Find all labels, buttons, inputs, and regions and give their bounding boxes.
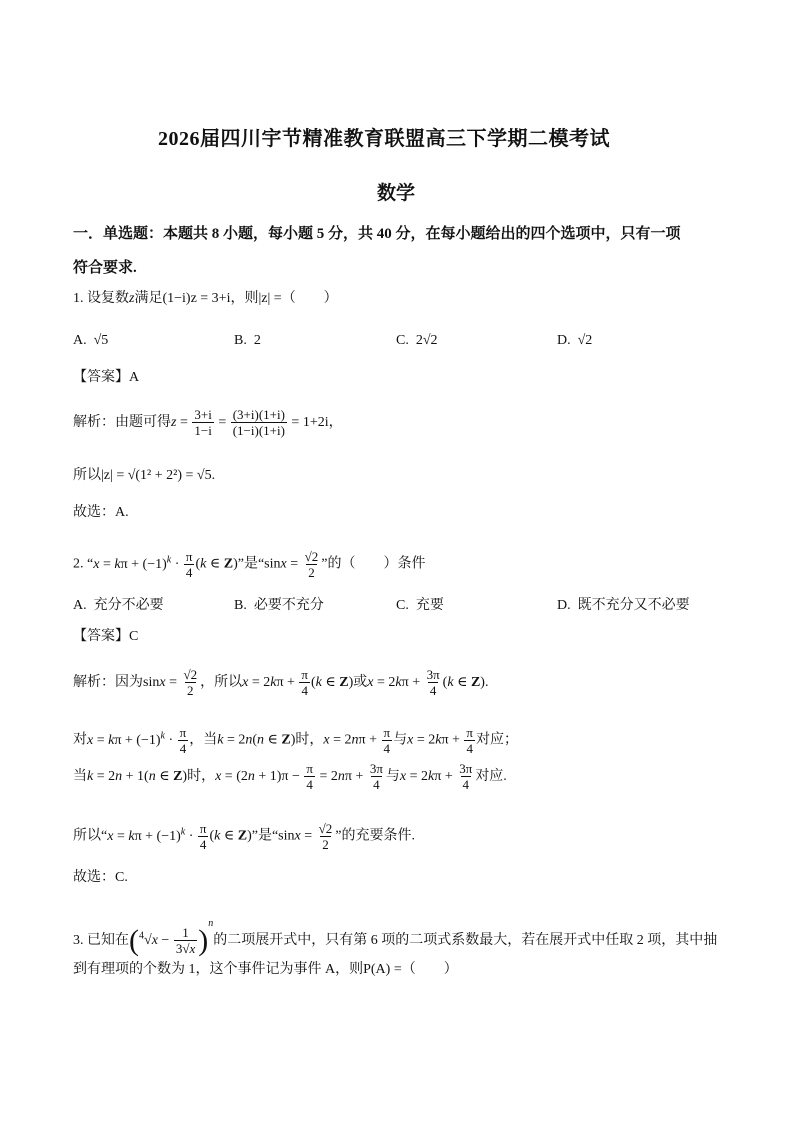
q1-var: z [129,291,135,306]
q1-paren: （ ） [281,291,338,306]
q1-option-d: D. √2 [557,333,593,348]
question-2-stem: 2. “$x = k\pi + (-1)^k$ · $\frac{\pi}{4}$ (k ∈ Z)”是“sinx = $\frac{√2}{2}$ ”的（ ）条件 [73,548,426,580]
q1-so: 所以|z| = √(1² + 2²) = √5. [73,468,216,483]
q1-prefix: 1. 设复数 [73,291,129,306]
q1-equation: (1−i)z = 3+i [162,291,231,306]
q2-option-b: B. 必要不充分 [234,598,324,613]
q2-option-d: D. 既不充分又不必要 [557,598,690,613]
question-3-stem-line2: 到有理项的个数为 1，这个事件记为事件 A，则P(A) =（ ） [73,962,458,977]
q2-solution-2: 对$x = k\pi + (-1)^k$ · $\frac{\pi}{4}$ ，当k = 2n(n ∈ Z)时，x = 2nπ + $\frac{\pi}{4}$ 与x = 2kπ + $\frac{\pi}{4}$ 对应； [73,724,518,756]
section-heading-line2: 符合要求. [73,260,137,276]
q2-solution-4: 所以“$x = k\pi + (-1)^k$ · $\frac{\pi}{4}$ (k ∈ Z)”是“sinx = $\frac{√2}{2}$ ”的充要条件. [73,820,415,852]
q2-option-c: C. 充要 [396,598,444,613]
question-1-stem [73,289,338,309]
q2-solution-1: 解析：因为sinx = $\frac{√2}{2}$ ，所以x = 2kπ + $\frac{\pi}{4}$ (k ∈ Z)或x = 2kπ + $\frac{3\pi}{4}$ (k ∈ Z). [73,667,489,699]
q1-option-b: B. 2 [234,333,261,348]
q2-answer: 【答案】C [73,629,139,644]
q2-solution-3: 当k = 2n + 1(n ∈ Z)时，x = (2n + 1)π − $\frac{\pi}{4}$ = 2nπ + $\frac{3\pi}{4}$ 与x = 2kπ + $\frac{3\pi}{4}$ 对应. [73,761,507,793]
q1-frac-1: $\frac{3+i}{1-i}$ [194,407,212,439]
q1-option-a: A. √5 [73,333,109,348]
exam-title: 2026届四川宇节精准教育联盟高三下学期二模考试 [158,128,610,150]
subject-title: 数学 [377,183,416,204]
section-heading-line1: 一．单选题：本题共 8 小题，每小题 5 分，共 40 分，在每小题给出的四个选项中，只有一项 [73,226,681,242]
q1-solution: 解析：由题可得z = $\frac{3+i}{1-i}$ = $\frac{(3+i)(1+i)}{(1-i)(1+i)}$ = 1+2i， [73,407,343,439]
q1-option-c: C. 2√2 [396,333,438,348]
q1-frac-2: $\frac{(3+i)(1+i)}{(1-i)(1+i)}$ [232,407,285,439]
q1-then: ，则 [230,291,259,306]
q1-modulus: |z| = [258,291,282,306]
question-3-stem-line1: 3. 已知在($^4$√x − $\frac{1}{3√x}$ )$^n$的二项展开式中，只有第 6 项的二项式系数最大，若在展开式中任取 2 项，其中抽 [73,918,718,957]
q2-conclusion: 故选：C. [73,870,128,885]
q1-mid: 满足 [134,291,163,306]
q2-option-a: A. 充分不必要 [73,598,164,613]
q1-conclusion: 故选：A. [73,505,129,520]
q1-answer: 【答案】A [73,370,140,385]
